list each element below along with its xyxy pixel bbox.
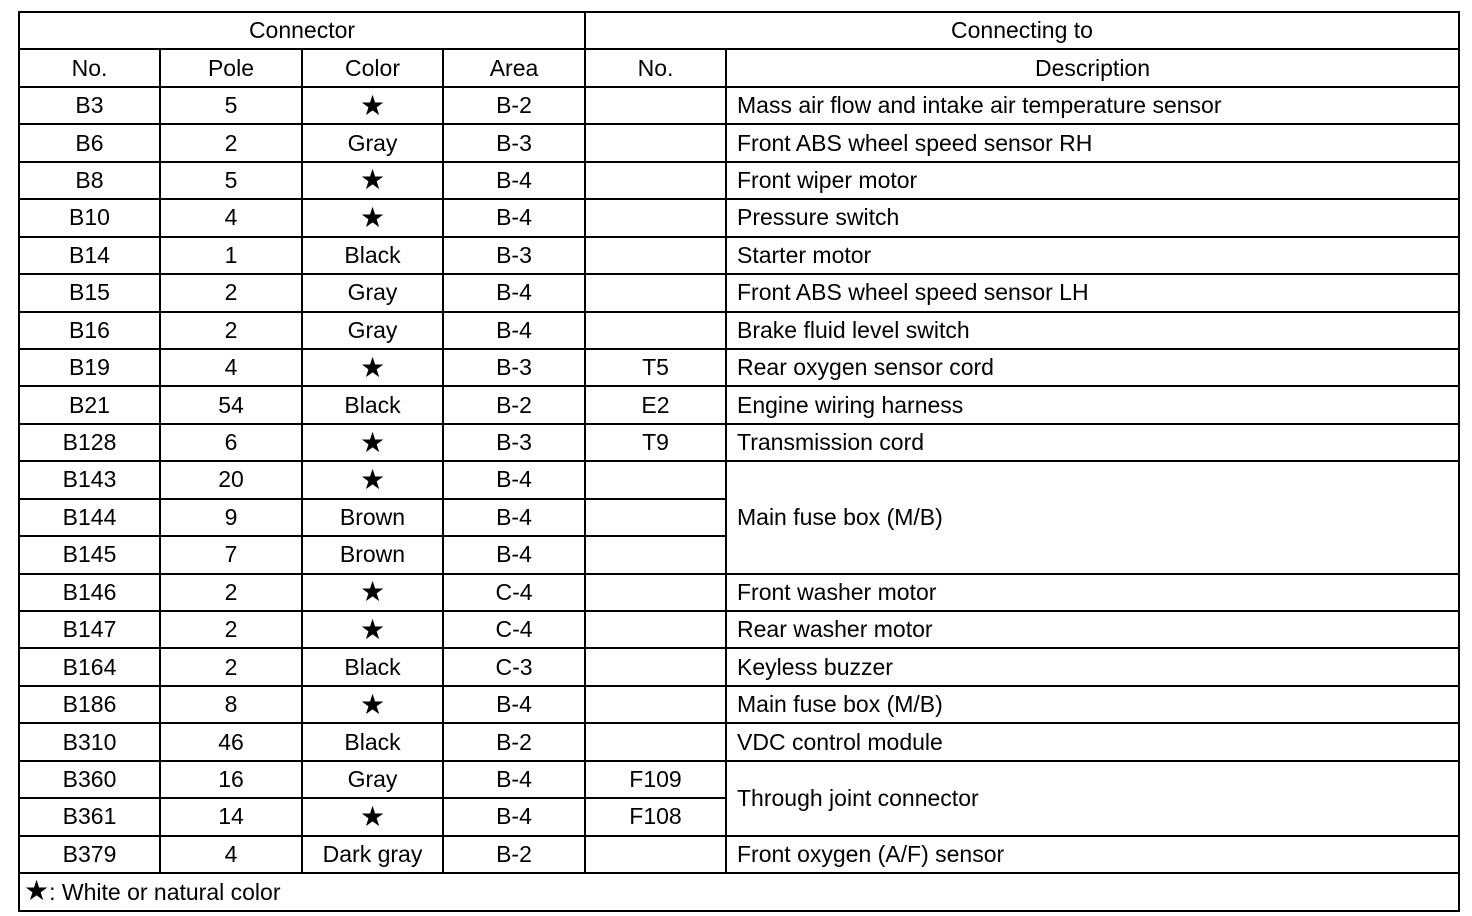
cell-description: Rear washer motor [726, 611, 1459, 648]
cell-description: Starter motor [726, 237, 1459, 274]
cell-color: ★ [302, 461, 443, 498]
cell-description: Transmission cord [726, 424, 1459, 461]
col-header-description: Description [726, 49, 1459, 86]
connector-table [18, 11, 1460, 912]
cell-no: B15 [19, 274, 160, 311]
cell-to-no [585, 124, 726, 161]
cell-area: B-4 [443, 461, 585, 498]
table-row [19, 461, 1459, 498]
table-row [19, 611, 1459, 648]
cell-area: C-4 [443, 574, 585, 611]
footnote-text: : White or natural color [49, 879, 281, 906]
cell-no: B19 [19, 349, 160, 386]
footnote [19, 873, 1459, 910]
cell-no: B361 [19, 798, 160, 835]
table-row [19, 648, 1459, 685]
cell-pole: 5 [160, 87, 302, 124]
cell-to-no [585, 312, 726, 349]
cell-pole: 2 [160, 274, 302, 311]
table-row [19, 87, 1459, 124]
cell-description: Engine wiring harness [726, 386, 1459, 423]
cell-to-no: F108 [585, 798, 726, 835]
cell-color: ★ [302, 162, 443, 199]
table-body [19, 87, 1459, 873]
cell-pole: 16 [160, 761, 302, 798]
cell-color: Black [302, 237, 443, 274]
cell-to-no [585, 237, 726, 274]
cell-pole: 6 [160, 424, 302, 461]
cell-area: B-4 [443, 162, 585, 199]
cell-color: Black [302, 648, 443, 685]
cell-area: B-3 [443, 237, 585, 274]
cell-no: B146 [19, 574, 160, 611]
cell-area: B-4 [443, 499, 585, 536]
cell-to-no [585, 199, 726, 236]
cell-color: Dark gray [302, 836, 443, 873]
cell-description: Keyless buzzer [726, 648, 1459, 685]
cell-color: Black [302, 723, 443, 760]
cell-no: B8 [19, 162, 160, 199]
cell-pole: 9 [160, 499, 302, 536]
cell-to-no [585, 162, 726, 199]
cell-no: B3 [19, 87, 160, 124]
cell-pole: 5 [160, 162, 302, 199]
cell-description: Brake fluid level switch [726, 312, 1459, 349]
table-row [19, 836, 1459, 873]
cell-no: B128 [19, 424, 160, 461]
cell-to-no [585, 611, 726, 648]
cell-pole: 2 [160, 124, 302, 161]
cell-color: Gray [302, 274, 443, 311]
cell-to-no [585, 836, 726, 873]
cell-to-no [585, 648, 726, 685]
cell-color: ★ [302, 199, 443, 236]
cell-no: B186 [19, 686, 160, 723]
table-row [19, 386, 1459, 423]
cell-color: ★ [302, 87, 443, 124]
table-row [19, 199, 1459, 236]
cell-no: B360 [19, 761, 160, 798]
cell-no: B147 [19, 611, 160, 648]
cell-area: B-4 [443, 312, 585, 349]
col-header-no: No. [19, 49, 160, 86]
cell-pole: 4 [160, 836, 302, 873]
cell-no: B21 [19, 386, 160, 423]
cell-area: B-2 [443, 836, 585, 873]
cell-no: B310 [19, 723, 160, 760]
cell-no: B379 [19, 836, 160, 873]
cell-color: ★ [302, 424, 443, 461]
table-row [19, 424, 1459, 461]
cell-to-no [585, 87, 726, 124]
cell-description: Rear oxygen sensor cord [726, 349, 1459, 386]
cell-pole: 2 [160, 312, 302, 349]
cell-pole: 20 [160, 461, 302, 498]
table-row [19, 237, 1459, 274]
star-icon: ★ [24, 875, 50, 907]
cell-to-no: T9 [585, 424, 726, 461]
cell-to-no [585, 536, 726, 573]
cell-to-no [585, 274, 726, 311]
cell-description: Through joint connector [726, 761, 1459, 836]
cell-color: Brown [302, 536, 443, 573]
connecting-to-group-header: Connecting to [585, 12, 1459, 49]
cell-area: B-4 [443, 199, 585, 236]
cell-color: ★ [302, 349, 443, 386]
cell-pole: 54 [160, 386, 302, 423]
footnote-row [19, 873, 1459, 910]
cell-area: B-4 [443, 798, 585, 835]
cell-pole: 14 [160, 798, 302, 835]
cell-pole: 4 [160, 349, 302, 386]
cell-color: Gray [302, 312, 443, 349]
cell-area: B-3 [443, 424, 585, 461]
cell-description: Mass air flow and intake air temperature sensor [726, 87, 1459, 124]
table-row [19, 686, 1459, 723]
cell-area: C-3 [443, 648, 585, 685]
cell-to-no [585, 461, 726, 498]
cell-area: B-2 [443, 723, 585, 760]
table-row [19, 349, 1459, 386]
col-header-area: Area [443, 49, 585, 86]
cell-to-no [585, 686, 726, 723]
col-header-color: Color [302, 49, 443, 86]
cell-color: Gray [302, 761, 443, 798]
cell-no: B6 [19, 124, 160, 161]
table-row [19, 162, 1459, 199]
cell-color: ★ [302, 574, 443, 611]
cell-area: B-4 [443, 274, 585, 311]
cell-description: Front washer motor [726, 574, 1459, 611]
cell-no: B164 [19, 648, 160, 685]
cell-description: Front wiper motor [726, 162, 1459, 199]
table-row [19, 312, 1459, 349]
column-header-row [19, 49, 1459, 86]
cell-description: Front oxygen (A/F) sensor [726, 836, 1459, 873]
cell-pole: 46 [160, 723, 302, 760]
table-row [19, 723, 1459, 760]
cell-area: B-4 [443, 536, 585, 573]
cell-description: VDC control module [726, 723, 1459, 760]
cell-area: B-4 [443, 761, 585, 798]
cell-color: Black [302, 386, 443, 423]
cell-no: B144 [19, 499, 160, 536]
cell-to-no [585, 574, 726, 611]
table-row [19, 124, 1459, 161]
col-header-pole: Pole [160, 49, 302, 86]
cell-pole: 2 [160, 611, 302, 648]
cell-area: B-4 [443, 686, 585, 723]
cell-pole: 8 [160, 686, 302, 723]
cell-description: Main fuse box (M/B) [726, 686, 1459, 723]
col-header-to-no: No. [585, 49, 726, 86]
connector-group-header: Connector [19, 12, 585, 49]
cell-pole: 4 [160, 199, 302, 236]
cell-to-no [585, 723, 726, 760]
cell-color: ★ [302, 686, 443, 723]
group-header-row [19, 12, 1459, 49]
table-row [19, 274, 1459, 311]
cell-no: B14 [19, 237, 160, 274]
cell-pole: 1 [160, 237, 302, 274]
cell-no: B16 [19, 312, 160, 349]
cell-description: Front ABS wheel speed sensor LH [726, 274, 1459, 311]
cell-pole: 2 [160, 648, 302, 685]
cell-to-no: E2 [585, 386, 726, 423]
cell-description: Main fuse box (M/B) [726, 461, 1459, 573]
cell-color: ★ [302, 611, 443, 648]
cell-description: Front ABS wheel speed sensor RH [726, 124, 1459, 161]
cell-pole: 7 [160, 536, 302, 573]
cell-area: B-3 [443, 349, 585, 386]
cell-no: B143 [19, 461, 160, 498]
cell-to-no: F109 [585, 761, 726, 798]
cell-area: B-2 [443, 386, 585, 423]
cell-description: Pressure switch [726, 199, 1459, 236]
cell-to-no [585, 499, 726, 536]
cell-area: C-4 [443, 611, 585, 648]
cell-to-no: T5 [585, 349, 726, 386]
cell-pole: 2 [160, 574, 302, 611]
table-row [19, 574, 1459, 611]
cell-color: ★ [302, 798, 443, 835]
cell-no: B10 [19, 199, 160, 236]
cell-no: B145 [19, 536, 160, 573]
cell-color: Brown [302, 499, 443, 536]
table-row [19, 761, 1459, 798]
cell-area: B-2 [443, 87, 585, 124]
cell-area: B-3 [443, 124, 585, 161]
cell-color: Gray [302, 124, 443, 161]
